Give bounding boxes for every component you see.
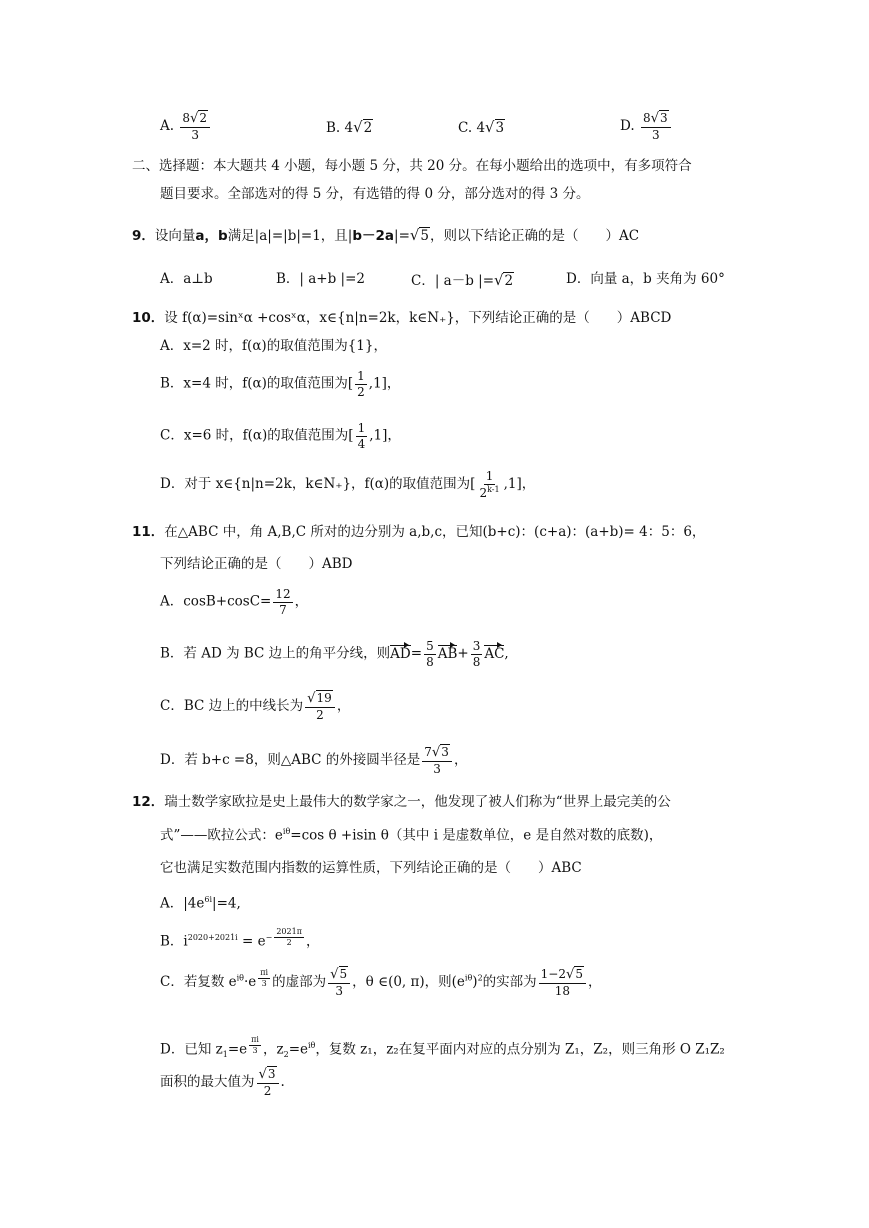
q11-option-a: A．cosB+cosC= $\frac{12}{7}$ ， [160, 587, 309, 617]
q12-stem-line2: 式”——欧拉公式：$e^{i\theta}=\cos$ θ +isin θ（其中 i 是虚数单位，e 是自然对数的底数)， [160, 827, 663, 844]
section2-line2: 题目要求。全部选对的得 5 分，有选错的得 0 分，部分选对的得 3 分。 [160, 186, 590, 202]
q12-option-d-line2: 面积的最大值为 $\frac{√3}{2}$ . [160, 1067, 285, 1098]
q8-option-b: B. 4√2 [326, 118, 373, 136]
q11-stem-line1: 11．在△ABC 中，角 A,B,C 所对的边分别为 a,b,c，已知(b+c)：(c+a)：(a+b)= 4：5：6， [132, 524, 706, 540]
q10-option-a: A．x=2 时，f(α)的取值范围为{1}， [160, 338, 387, 354]
q12-stem-line3: 它也满足实数范围内指数的运算性质，下列结论正确的是（ ）ABC [160, 860, 582, 876]
section2-line1: 二、选择题：本大题共 4 小题，每小题 5 分，共 20 分。在每小题给出的选项中，有多项符合 [132, 158, 692, 174]
q11-option-d: D．若 b+c =8，则△ABC 的外接圆半径是 $\frac{7√3}{3}$ ， [160, 745, 468, 776]
q8-option-d: D. $\frac{8√3}{3}$ [620, 112, 673, 141]
q10-option-c: C．x=6 时，f(α)的取值范围为[ $\frac{1}{4}$ ,1]， [160, 421, 401, 451]
q12-option-b: B．$i^{2020+2021i} = e^{- \frac{2021\pi}{2}}$ ， [160, 927, 320, 950]
q11-option-c: C．BC 边上的中线长为 $\frac{√19}{2}$ ， [160, 691, 351, 722]
q9-option-a: A．a⊥b [160, 271, 213, 287]
q8-option-a: A. $\frac{8√2}{3}$ [160, 112, 212, 141]
q9-option-b: B．| a+b |=2 [276, 271, 366, 287]
q12-option-c: C．若复数 $e^{i\theta}\cdot e$ $^{\frac{\pi i}{3}}$ 的虚部为 $\frac{√5}{3}$ ，θ ∈(0, π)，则$(e^{i\theta})^2$的实部为 $\frac{1-2√5}{18}$ ， [160, 967, 602, 998]
q11-option-b: B．若 AD 为 BC 边上的角平分线，则AD= $\frac{5}{8}$ AB+ $\frac{3}{8}$ AC, [160, 639, 509, 669]
q9-stem: 9．设向量a，b满足|a|=|b|=1，且|b－2a|=√5，则以下结论正确的是（ ）AC [132, 226, 640, 244]
q10-option-d: D．对于 x∈{n|n=2k，k∈N₊}，f(α)的取值范围为[ $\frac{1}{2^{k-1}}$ ,1]， [160, 469, 536, 500]
q9-option-d: D．向量 a，b 夹角为 60° [566, 271, 725, 287]
q9-option-c: C．| a－b |=√2 [411, 271, 514, 289]
q12-option-a: A．$|4e^{6i}|=4$, [160, 895, 241, 912]
q10-option-b: B．x=4 时，f(α)的取值范围为[ $\frac{1}{2}$ ,1]， [160, 369, 401, 399]
q12-option-d: D．已知 $z_1=e$ $^{\frac{\pi i}{3}}$ ，$z_2=e^{i\theta}$，复数 z₁，z₂在复平面内对应的点分别为 Z₁，Z₂，则三角形 O Z₁Z₂ [160, 1035, 725, 1060]
q12-stem-line1: 12．瑞士数学家欧拉是史上最伟大的数学家之一，他发现了被人们称为“世界上最完美的公 [132, 794, 671, 810]
q10-stem: 10．设 f(α)=sinˣα +cosˣα，x∈{n|n=2k，k∈N₊}，下列结论正确的是（ ）ABCD [132, 310, 672, 326]
q11-stem-line2: 下列结论正确的是（ ）ABD [160, 556, 353, 572]
q8-option-c: C. 4√3 [458, 118, 505, 136]
